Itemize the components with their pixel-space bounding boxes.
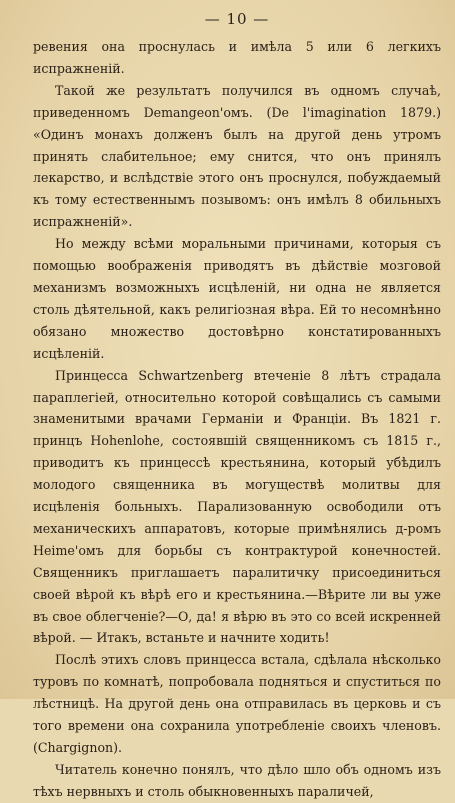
paragraph: ревения она проснулась и имѣла 5 или 6 легкихъ испражненій. <box>33 39 441 76</box>
paragraph: Читатель конечно понялъ, что дѣло шло объ одномъ изъ тѣхъ нервныхъ и столь обыкновенныхъ параличей, <box>33 761 441 799</box>
paragraph: Но между всѣми моральными причинами, которыя съ помощью воображенія приводятъ въ дѣйствіе мозговой механизмъ возможныхъ исцѣленій, ни одна не является столь дѣятельной, какъ религіозная вѣра. Ей то несомнѣнно обязано множество достовѣрно констатированныхъ исцѣленій. <box>33 236 441 361</box>
paragraph: Принцесса Schwartzenberg втеченіе 8 лѣтъ страдала параплегіей, относительно которой совѣщались съ самыми знаменитыми врачами Германіи и Франціи. Въ 1821 г. принцъ Hohenlohe, состоявшій священникомъ съ 1815 г., приводитъ къ принцессѣ крестьянина, который убѣдилъ молодого священника въ могуществѣ молитвы для исцѣленія больныхъ. Парализованную освободили отъ механическихъ аппаратовъ, которые примѣнялись д-ромъ Heime'омъ для борьбы съ контрактурой конечностей. Священникъ приглашаетъ паралитичку присоединиться своей вѣрой къ вѣрѣ его и крестьянина.—Вѣрите ли вы уже въ свое облегченіе?—О, да! я вѣрю въ это со всей искренней вѣрой. — Итакъ, встаньте и начните ходить! <box>33 367 441 646</box>
page-text <box>33 36 441 803</box>
paragraph: Послѣ этихъ словъ принцесса встала, сдѣлала нѣсколько туровъ по комнатѣ, попробовала подняться и спуститься по лѣстницѣ. На другой день она отправилась въ церковь и съ того времени она сохранила употребленіе своихъ членовъ. (Chargignon). <box>33 652 441 755</box>
paragraph: Такой же результатъ получился въ одномъ случаѣ, приведенномъ Demangeon'омъ. (De l'imagination 1879.) «Одинъ монахъ долженъ былъ на другой день утромъ принять слабительное; ему снится, что онъ принялъ лекарство, и вслѣдствіе этого онъ проснулся, побуждаемый къ тому естественнымъ позывомъ: онъ имѣлъ 8 обильныхъ испражненій». <box>33 82 441 230</box>
page-number: — 10 — <box>204 10 270 28</box>
